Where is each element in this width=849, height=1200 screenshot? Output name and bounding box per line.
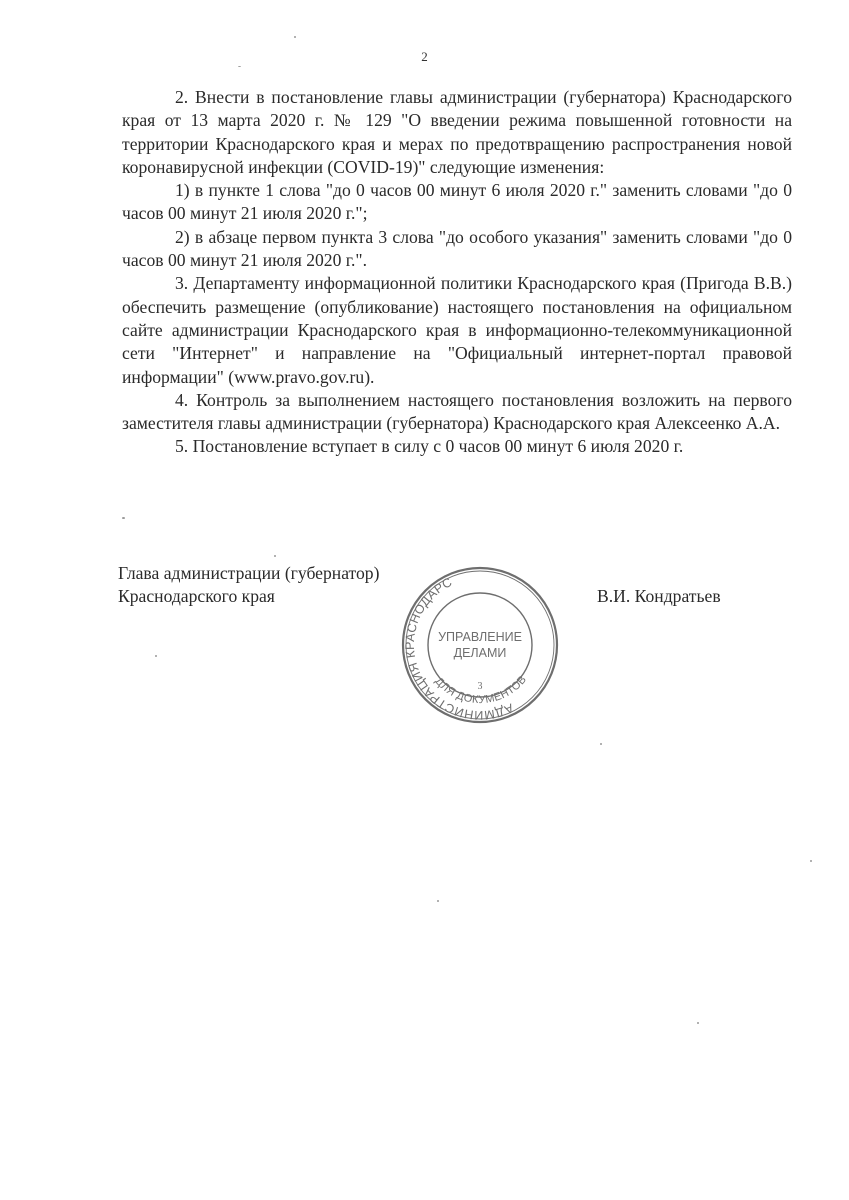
- scan-speck: [155, 655, 157, 657]
- scan-speck: [437, 900, 439, 902]
- stamp-center-line2: ДЕЛАМИ: [453, 646, 507, 660]
- document-body: [122, 86, 792, 459]
- scan-speck: [238, 66, 241, 67]
- scan-speck: [600, 743, 602, 745]
- signatory-title-line2: Краснодарского края: [118, 586, 275, 606]
- stamp-seal-icon: [400, 565, 560, 725]
- stamp-outer-text: АДМИНИСТРАЦИЯ КРАСНОДАРСКОГО: [402, 574, 516, 723]
- paragraph-item-4: 4. Контроль за выполнением настоящего постановления возложить на первого заместителя главы администрации (губернатора) Краснодарского края Алексеенко А.А.: [122, 389, 792, 434]
- scan-speck: [122, 517, 125, 519]
- official-stamp: [400, 565, 560, 725]
- signatory-title-line1: Глава администрации (губернатор): [118, 563, 380, 583]
- stamp-center-line1: УПРАВЛЕНИЕ: [438, 630, 522, 644]
- subparagraph-1: 1) в пункте 1 слова "до 0 часов 00 минут 6 июля 2020 г." заменить словами "до 0 часов 00 минут 21 июля 2020 г.";: [122, 180, 792, 224]
- signatory-name: В.И. Кондратьев: [597, 586, 721, 606]
- stamp-number: 3: [477, 681, 483, 692]
- scan-speck: [810, 860, 812, 862]
- scan-speck: [697, 1022, 699, 1024]
- scan-speck: [294, 36, 296, 38]
- paragraph-item-2: 2. Внести в постановление главы администрации (губернатора) Краснодарского края от 13 марта 2020 г. № 129 "О введении режима повышенной готовности на территории Краснодарского края и мерах по предотвращению распространения новой коронавирусной инфекции (COVID-19)" следующие изменения:: [122, 87, 792, 177]
- subparagraph-2: 2) в абзаце первом пункта 3 слова "до особого указания" заменить словами "до 0 часов 00 минут 21 июля 2020 г.".: [122, 226, 792, 271]
- page-number: 2: [421, 49, 428, 64]
- stamp-bottom-text: ДЛЯ ДОКУМЕНТОВ: [432, 673, 530, 707]
- scan-speck: [274, 555, 276, 557]
- signatory-title: [118, 562, 379, 608]
- paragraph-item-5: 5. Постановление вступает в силу с 0 часов 00 минут 6 июля 2020 г.: [175, 436, 684, 457]
- paragraph-item-3: 3. Департаменту информационной политики Краснодарского края (Пригода В.В.) обеспечить размещение (опубликование) настоящего постановления на официальном сайте администрации Краснодарского края в информационно-телекоммуникационной сети "Интернет" и направление на "Официальный интернет-портал правовой информации" (www.pravo.gov.ru).: [122, 273, 792, 387]
